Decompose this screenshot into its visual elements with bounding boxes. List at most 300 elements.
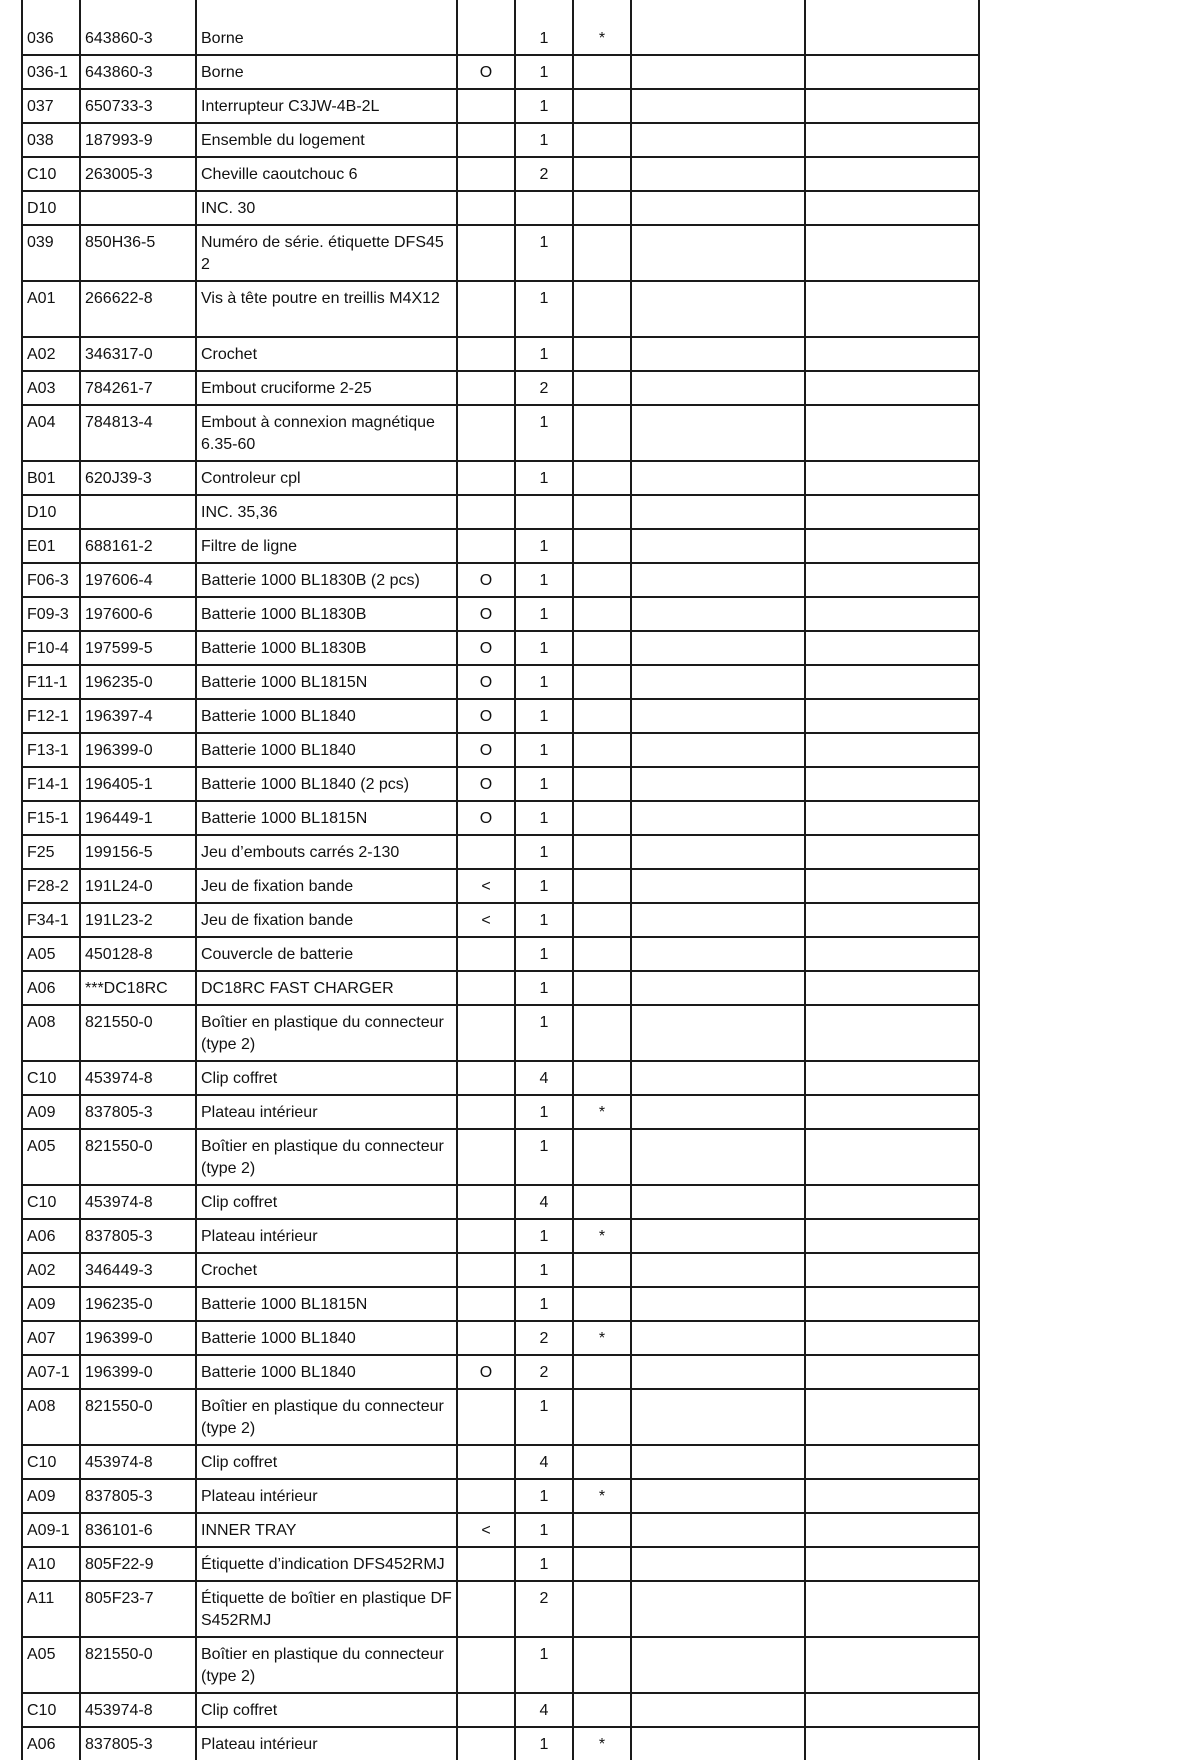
description-cell: Cheville caoutchouc 6 <box>196 157 457 191</box>
option-mark-cell: O <box>457 767 515 801</box>
blank-cell-b <box>805 1253 979 1287</box>
option-mark-cell <box>457 1693 515 1727</box>
description-cell: Batterie 1000 BL1815N <box>196 801 457 835</box>
blank-cell-a <box>631 191 805 225</box>
item-number-cell: D10 <box>22 191 80 225</box>
part-number-cell: 196235-0 <box>80 665 196 699</box>
option-mark-cell <box>457 1727 515 1760</box>
blank-cell-b <box>805 529 979 563</box>
blank-cell-a <box>631 405 805 461</box>
table-row <box>22 55 979 89</box>
item-number-cell: A03 <box>22 371 80 405</box>
table-row <box>22 1005 979 1061</box>
description-cell: Clip coffret <box>196 1693 457 1727</box>
quantity-cell: 1 <box>515 55 573 89</box>
table-row <box>22 89 979 123</box>
note-cell <box>573 225 631 281</box>
table-row <box>22 903 979 937</box>
blank-cell-b <box>805 1693 979 1727</box>
blank-cell-a <box>631 699 805 733</box>
part-number-cell: 450128-8 <box>80 937 196 971</box>
item-number-cell: A05 <box>22 1637 80 1693</box>
description-cell: Borne <box>196 0 457 55</box>
part-number-cell: 821550-0 <box>80 1389 196 1445</box>
quantity-cell: 1 <box>515 631 573 665</box>
description-cell: Batterie 1000 BL1840 <box>196 1321 457 1355</box>
table-row <box>22 1061 979 1095</box>
item-number-cell: F28-2 <box>22 869 80 903</box>
note-cell <box>573 89 631 123</box>
table-row <box>22 699 979 733</box>
blank-cell-b <box>805 157 979 191</box>
option-mark-cell <box>457 937 515 971</box>
description-cell: Batterie 1000 BL1815N <box>196 1287 457 1321</box>
part-number-cell: 196405-1 <box>80 767 196 801</box>
quantity-cell: 1 <box>515 1005 573 1061</box>
note-cell <box>573 191 631 225</box>
description-cell: Plateau intérieur <box>196 1727 457 1760</box>
blank-cell-b <box>805 631 979 665</box>
quantity-cell: 2 <box>515 1321 573 1355</box>
table-row <box>22 1253 979 1287</box>
note-cell <box>573 1005 631 1061</box>
quantity-cell: 2 <box>515 157 573 191</box>
item-number-cell: A08 <box>22 1005 80 1061</box>
blank-cell-a <box>631 869 805 903</box>
item-number-cell: F12-1 <box>22 699 80 733</box>
blank-cell-a <box>631 801 805 835</box>
blank-cell-a <box>631 337 805 371</box>
note-cell <box>573 1253 631 1287</box>
item-number-cell: A02 <box>22 1253 80 1287</box>
note-cell <box>573 1637 631 1693</box>
table-row <box>22 1389 979 1445</box>
blank-cell-a <box>631 733 805 767</box>
blank-cell-b <box>805 89 979 123</box>
blank-cell-b <box>805 1547 979 1581</box>
note-cell: * <box>573 1727 631 1760</box>
description-cell: Plateau intérieur <box>196 1479 457 1513</box>
quantity-cell: 2 <box>515 1581 573 1637</box>
option-mark-cell: O <box>457 665 515 699</box>
part-number-cell: 805F22-9 <box>80 1547 196 1581</box>
table-row <box>22 1287 979 1321</box>
blank-cell-a <box>631 1287 805 1321</box>
option-mark-cell <box>457 1253 515 1287</box>
note-cell <box>573 767 631 801</box>
blank-cell-a <box>631 1637 805 1693</box>
part-number-cell: 197606-4 <box>80 563 196 597</box>
quantity-cell: 1 <box>515 1287 573 1321</box>
option-mark-cell <box>457 225 515 281</box>
description-cell: Batterie 1000 BL1830B (2 pcs) <box>196 563 457 597</box>
item-number-cell: F15-1 <box>22 801 80 835</box>
part-number-cell: 821550-0 <box>80 1005 196 1061</box>
blank-cell-a <box>631 1445 805 1479</box>
option-mark-cell <box>457 1129 515 1185</box>
blank-cell-b <box>805 1219 979 1253</box>
option-mark-cell <box>457 971 515 1005</box>
item-number-cell: A06 <box>22 1219 80 1253</box>
table-row <box>22 1513 979 1547</box>
blank-cell-b <box>805 1129 979 1185</box>
option-mark-cell <box>457 1547 515 1581</box>
table-row <box>22 1637 979 1693</box>
quantity-cell: 1 <box>515 1637 573 1693</box>
quantity-cell: 1 <box>515 1727 573 1760</box>
option-mark-cell <box>457 337 515 371</box>
note-cell <box>573 1287 631 1321</box>
quantity-cell: 1 <box>515 89 573 123</box>
table-row <box>22 225 979 281</box>
option-mark-cell: O <box>457 563 515 597</box>
part-number-cell: 850H36-5 <box>80 225 196 281</box>
description-cell: Boîtier en plastique du connecteur (type 2) <box>196 1129 457 1185</box>
note-cell <box>573 903 631 937</box>
item-number-cell: A11 <box>22 1581 80 1637</box>
blank-cell-b <box>805 405 979 461</box>
blank-cell-a <box>631 1253 805 1287</box>
parts-table-body <box>22 0 979 1760</box>
option-mark-cell <box>457 0 515 55</box>
blank-cell-a <box>631 495 805 529</box>
blank-cell-b <box>805 1513 979 1547</box>
blank-cell-a <box>631 123 805 157</box>
blank-cell-a <box>631 1095 805 1129</box>
table-row <box>22 1095 979 1129</box>
description-cell: Clip coffret <box>196 1185 457 1219</box>
blank-cell-a <box>631 665 805 699</box>
description-cell: Batterie 1000 BL1840 (2 pcs) <box>196 767 457 801</box>
part-number-cell: 196235-0 <box>80 1287 196 1321</box>
blank-cell-b <box>805 1389 979 1445</box>
table-row <box>22 971 979 1005</box>
item-number-cell: 036 <box>22 0 80 55</box>
item-number-cell: F06-3 <box>22 563 80 597</box>
option-mark-cell <box>457 1185 515 1219</box>
option-mark-cell <box>457 191 515 225</box>
blank-cell-a <box>631 1727 805 1760</box>
description-cell: Plateau intérieur <box>196 1219 457 1253</box>
note-cell: * <box>573 1321 631 1355</box>
part-number-cell: 805F23-7 <box>80 1581 196 1637</box>
note-cell <box>573 869 631 903</box>
table-row <box>22 0 979 55</box>
quantity-cell: 1 <box>515 699 573 733</box>
item-number-cell: B01 <box>22 461 80 495</box>
option-mark-cell <box>457 1219 515 1253</box>
table-row <box>22 461 979 495</box>
blank-cell-a <box>631 1355 805 1389</box>
option-mark-cell <box>457 1637 515 1693</box>
item-number-cell: A06 <box>22 1727 80 1760</box>
item-number-cell: F34-1 <box>22 903 80 937</box>
item-number-cell: C10 <box>22 1185 80 1219</box>
table-row <box>22 123 979 157</box>
note-cell <box>573 337 631 371</box>
item-number-cell: C10 <box>22 1061 80 1095</box>
part-number-cell: 191L24-0 <box>80 869 196 903</box>
option-mark-cell <box>457 1005 515 1061</box>
table-row <box>22 733 979 767</box>
note-cell <box>573 157 631 191</box>
quantity-cell: 2 <box>515 371 573 405</box>
option-mark-cell <box>457 281 515 337</box>
blank-cell-a <box>631 55 805 89</box>
item-number-cell: 038 <box>22 123 80 157</box>
part-number-cell <box>80 495 196 529</box>
quantity-cell: 1 <box>515 1479 573 1513</box>
quantity-cell: 1 <box>515 1253 573 1287</box>
description-cell: INC. 30 <box>196 191 457 225</box>
part-number-cell: 196399-0 <box>80 1355 196 1389</box>
part-number-cell: 266622-8 <box>80 281 196 337</box>
table-row <box>22 529 979 563</box>
blank-cell-a <box>631 1513 805 1547</box>
item-number-cell: C10 <box>22 1693 80 1727</box>
part-number-cell: 199156-5 <box>80 835 196 869</box>
option-mark-cell <box>457 1479 515 1513</box>
description-cell: Ensemble du logement <box>196 123 457 157</box>
quantity-cell: 4 <box>515 1445 573 1479</box>
item-number-cell: F14-1 <box>22 767 80 801</box>
description-cell: Étiquette de boîtier en plastique DFS452RMJ <box>196 1581 457 1637</box>
note-cell <box>573 1355 631 1389</box>
quantity-cell: 1 <box>515 1513 573 1547</box>
part-number-cell: 650733-3 <box>80 89 196 123</box>
note-cell <box>573 699 631 733</box>
description-cell: Crochet <box>196 1253 457 1287</box>
quantity-cell <box>515 495 573 529</box>
blank-cell-a <box>631 89 805 123</box>
option-mark-cell <box>457 123 515 157</box>
option-mark-cell <box>457 1321 515 1355</box>
item-number-cell: A10 <box>22 1547 80 1581</box>
table-row <box>22 1185 979 1219</box>
description-cell: Interrupteur C3JW-4B-2L <box>196 89 457 123</box>
table-row <box>22 1479 979 1513</box>
note-cell <box>573 405 631 461</box>
blank-cell-b <box>805 337 979 371</box>
blank-cell-b <box>805 123 979 157</box>
item-number-cell: A09 <box>22 1095 80 1129</box>
blank-cell-b <box>805 1727 979 1760</box>
quantity-cell: 4 <box>515 1693 573 1727</box>
note-cell <box>573 495 631 529</box>
quantity-cell: 1 <box>515 281 573 337</box>
blank-cell-b <box>805 1061 979 1095</box>
blank-cell-a <box>631 1005 805 1061</box>
note-cell <box>573 937 631 971</box>
description-cell: DC18RC FAST CHARGER <box>196 971 457 1005</box>
item-number-cell: F13-1 <box>22 733 80 767</box>
part-number-cell: 453974-8 <box>80 1693 196 1727</box>
note-cell <box>573 1185 631 1219</box>
part-number-cell: 688161-2 <box>80 529 196 563</box>
description-cell: Borne <box>196 55 457 89</box>
blank-cell-a <box>631 1547 805 1581</box>
blank-cell-b <box>805 1287 979 1321</box>
table-row <box>22 405 979 461</box>
note-cell <box>573 1129 631 1185</box>
option-mark-cell <box>457 461 515 495</box>
blank-cell-a <box>631 529 805 563</box>
note-cell <box>573 1513 631 1547</box>
item-number-cell: A09-1 <box>22 1513 80 1547</box>
table-row <box>22 801 979 835</box>
option-mark-cell: O <box>457 733 515 767</box>
option-mark-cell: O <box>457 631 515 665</box>
description-cell: Batterie 1000 BL1840 <box>196 699 457 733</box>
part-number-cell: 821550-0 <box>80 1637 196 1693</box>
option-mark-cell <box>457 1061 515 1095</box>
item-number-cell: A04 <box>22 405 80 461</box>
part-number-cell: 837805-3 <box>80 1727 196 1760</box>
description-cell: Boîtier en plastique du connecteur (type 2) <box>196 1389 457 1445</box>
item-number-cell: A05 <box>22 937 80 971</box>
item-number-cell: F11-1 <box>22 665 80 699</box>
quantity-cell: 1 <box>515 733 573 767</box>
blank-cell-a <box>631 767 805 801</box>
table-row <box>22 337 979 371</box>
option-mark-cell <box>457 835 515 869</box>
part-number-cell: 196397-4 <box>80 699 196 733</box>
blank-cell-b <box>805 225 979 281</box>
part-number-cell: 263005-3 <box>80 157 196 191</box>
blank-cell-b <box>805 665 979 699</box>
part-number-cell <box>80 191 196 225</box>
note-cell <box>573 665 631 699</box>
note-cell <box>573 55 631 89</box>
part-number-cell: 197600-6 <box>80 597 196 631</box>
table-row <box>22 157 979 191</box>
part-number-cell: 784813-4 <box>80 405 196 461</box>
quantity-cell: 4 <box>515 1061 573 1095</box>
item-number-cell: 036-1 <box>22 55 80 89</box>
table-row <box>22 191 979 225</box>
blank-cell-a <box>631 1321 805 1355</box>
part-number-cell: 191L23-2 <box>80 903 196 937</box>
part-number-cell: 643860-3 <box>80 0 196 55</box>
blank-cell-b <box>805 869 979 903</box>
blank-cell-b <box>805 371 979 405</box>
item-number-cell: E01 <box>22 529 80 563</box>
blank-cell-a <box>631 563 805 597</box>
blank-cell-a <box>631 461 805 495</box>
blank-cell-b <box>805 281 979 337</box>
blank-cell-b <box>805 937 979 971</box>
quantity-cell: 1 <box>515 1129 573 1185</box>
part-number-cell: 346317-0 <box>80 337 196 371</box>
blank-cell-a <box>631 903 805 937</box>
note-cell <box>573 733 631 767</box>
quantity-cell: 1 <box>515 1547 573 1581</box>
blank-cell-b <box>805 563 979 597</box>
quantity-cell: 1 <box>515 123 573 157</box>
blank-cell-b <box>805 903 979 937</box>
description-cell: Controleur cpl <box>196 461 457 495</box>
quantity-cell: 1 <box>515 225 573 281</box>
blank-cell-b <box>805 597 979 631</box>
table-row <box>22 1693 979 1727</box>
blank-cell-b <box>805 1095 979 1129</box>
blank-cell-b <box>805 1479 979 1513</box>
blank-cell-a <box>631 835 805 869</box>
table-row <box>22 1321 979 1355</box>
table-row <box>22 1355 979 1389</box>
blank-cell-b <box>805 801 979 835</box>
description-cell: Batterie 1000 BL1840 <box>196 733 457 767</box>
item-number-cell: 039 <box>22 225 80 281</box>
blank-cell-a <box>631 1129 805 1185</box>
note-cell <box>573 1389 631 1445</box>
blank-cell-a <box>631 371 805 405</box>
description-cell: Jeu d’embouts carrés 2-130 <box>196 835 457 869</box>
quantity-cell: 1 <box>515 0 573 55</box>
blank-cell-a <box>631 937 805 971</box>
description-cell: Jeu de fixation bande <box>196 903 457 937</box>
quantity-cell: 1 <box>515 971 573 1005</box>
blank-cell-b <box>805 1637 979 1693</box>
note-cell <box>573 529 631 563</box>
quantity-cell: 1 <box>515 665 573 699</box>
description-cell: Numéro de série. étiquette DFS452 <box>196 225 457 281</box>
item-number-cell: A09 <box>22 1479 80 1513</box>
description-cell: INC. 35,36 <box>196 495 457 529</box>
option-mark-cell <box>457 89 515 123</box>
blank-cell-b <box>805 1355 979 1389</box>
description-cell: Clip coffret <box>196 1445 457 1479</box>
blank-cell-b <box>805 191 979 225</box>
parts-table <box>21 0 980 1760</box>
blank-cell-b <box>805 1321 979 1355</box>
item-number-cell: A02 <box>22 337 80 371</box>
quantity-cell: 4 <box>515 1185 573 1219</box>
table-row <box>22 631 979 665</box>
description-cell: Batterie 1000 BL1840 <box>196 1355 457 1389</box>
part-number-cell: 453974-8 <box>80 1185 196 1219</box>
option-mark-cell <box>457 1287 515 1321</box>
blank-cell-a <box>631 1479 805 1513</box>
note-cell: * <box>573 1095 631 1129</box>
table-row <box>22 1219 979 1253</box>
table-row <box>22 281 979 337</box>
blank-cell-a <box>631 631 805 665</box>
option-mark-cell <box>457 157 515 191</box>
part-number-cell: 784261-7 <box>80 371 196 405</box>
blank-cell-b <box>805 1581 979 1637</box>
option-mark-cell <box>457 405 515 461</box>
note-cell <box>573 461 631 495</box>
quantity-cell: 2 <box>515 1355 573 1389</box>
part-number-cell: 453974-8 <box>80 1445 196 1479</box>
description-cell: Boîtier en plastique du connecteur (type 2) <box>196 1005 457 1061</box>
part-number-cell: 453974-8 <box>80 1061 196 1095</box>
item-number-cell: A07-1 <box>22 1355 80 1389</box>
table-row <box>22 937 979 971</box>
item-number-cell: A01 <box>22 281 80 337</box>
option-mark-cell <box>457 1389 515 1445</box>
part-number-cell: 196449-1 <box>80 801 196 835</box>
item-number-cell: C10 <box>22 157 80 191</box>
table-row <box>22 563 979 597</box>
option-mark-cell <box>457 529 515 563</box>
description-cell: Batterie 1000 BL1830B <box>196 597 457 631</box>
quantity-cell: 1 <box>515 597 573 631</box>
description-cell: Clip coffret <box>196 1061 457 1095</box>
blank-cell-b <box>805 971 979 1005</box>
item-number-cell: 037 <box>22 89 80 123</box>
